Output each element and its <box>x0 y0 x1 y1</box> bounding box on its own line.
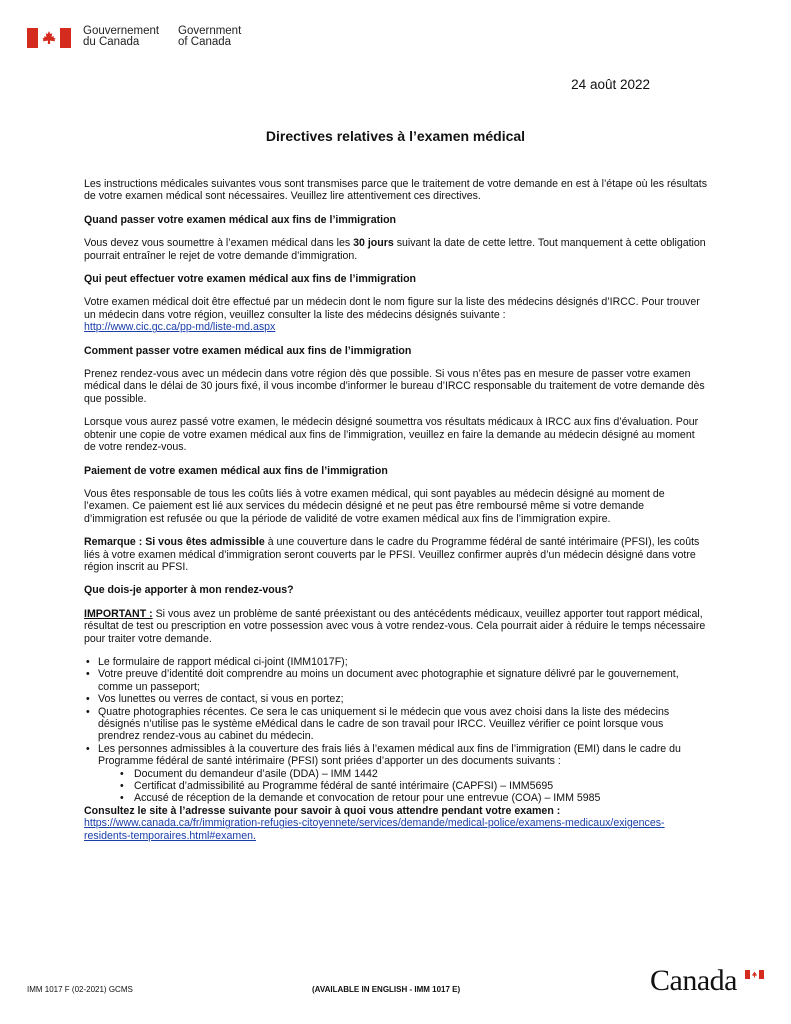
exam-info-link[interactable]: https://www.canada.ca/fr/immigration-refugies-citoyennete/services/demande/medical-police/examens-medicaux/exigences-residents-temporaires.html#examen. <box>84 817 665 842</box>
letter-date: 24 août 2022 <box>571 77 650 92</box>
payment-paragraph: Vous êtes responsable de tous les coûts liés à votre examen médical, qui sont payables au médecin désigné au moment de l’examen. Ce paiement est lié aux services du médecin désigné et ne peut pas être remboursé même si votre demande d’immigration est refusée ou que la période de validité de votre examen médical aux fins de l’immigration expire. <box>84 487 665 525</box>
section-heading-how: Comment passer votre examen médical aux fins de l’immigration <box>84 344 412 357</box>
list-item: • Accusé de réception de la demande et convocation de retour pour une entrevue (COA) – IMM 5985 <box>98 792 708 804</box>
bring-list <box>84 656 708 805</box>
section-heading-bring: Que dois-je apporter à mon rendez-vous? <box>84 584 294 597</box>
intro-paragraph: Les instructions médicales suivantes vous sont transmises parce que le traitement de votre demande en est à l’étape où les résultats de votre examen médical sont nécessaires. Veuillez lire attentivement ces directives. <box>84 178 708 203</box>
section-heading-who: Qui peut effectuer votre examen médical aux fins de l’immigration <box>84 273 417 286</box>
letter-body <box>84 178 708 842</box>
section-heading-when: Quand passer votre examen médical aux fins de l’immigration <box>84 213 397 226</box>
when-paragraph: Vous devez vous soumettre à l’examen médical dans les 30 jours suivant la date de cette lettre. Tout manquement à cette obligation pourrait entraîner le rejet de votre demande d’immigration. <box>84 237 706 262</box>
page-title: Directives relatives à l’examen médical <box>265 128 526 144</box>
list-item: • Quatre photographies récentes. Ce sera le cas uniquement si le médecin que vous avez choisi dans la liste des médecins désignés n’utilise pas le système eMédical dans le cadre de son travail pour IRCC. Veuillez vérifier ce point lorsque vous prendrez rendez-vous au cabinet du médecin. <box>84 706 708 743</box>
english-availability-note: (AVAILABLE IN ENGLISH - IMM 1017 E) <box>312 985 461 994</box>
consult-text: Consultez le site à l’adresse suivante pour savoir à quoi vous attendre pendant votre examen : <box>84 804 561 817</box>
list-item: • Les personnes admissibles à la couverture des frais liés à l’examen médical aux fins de l’immigration (EMI) dans le cadre du Programme fédéral de santé intérimaire (PFSI) sont priées d’apporter un des documents suivants : • Document du demandeur d’asile (DDA) – IMM 1442 • Certificat d’admissibilité au Programme fédéral de santé intérimaire (CAPFSI) – IMM5695 • Accusé de réception de la demande et convocation de retour pour une entrevue (COA) – IMM 5985 <box>84 743 708 805</box>
list-item: • Document du demandeur d’asile (DDA) – IMM 1442 <box>98 768 708 780</box>
remark-paragraph: Remarque : Si vous êtes admissible à une couverture dans le cadre du Programme fédéral de santé intérimaire (PFSI), les coûts liés à votre examen médical d’immigration seront couverts par le PFSI. Veuillez confirmer auprès d’un médecin désigné dans votre région inscrit au PFSI. <box>84 536 700 573</box>
physician-list-link[interactable]: http://www.cic.gc.ca/pp-md/liste-md.aspx <box>84 321 276 334</box>
who-paragraph: Votre examen médical doit être effectué par un médecin dont le nom figure sur la liste des médecins désignés d’IRCC. Pour trouver un médecin dans votre région, veuillez consulter la liste des médecins désignés suivante : http://www.cic.gc.ca/pp-md/liste-md.aspx <box>84 296 700 334</box>
government-name-french: Gouvernement du Canada <box>83 25 160 48</box>
form-code: IMM 1017 F (02-2021) GCMS <box>27 985 133 994</box>
how-paragraph-1: Prenez rendez-vous avec un médecin dans votre région dès que possible. Si vous n’êtes pas en mesure de passer votre examen médical dans le délai de 30 jours fixé, il vous incombe d’informer le bureau d’IRCC responsable du traitement de votre demande dès que possible. <box>84 368 705 405</box>
government-name-english: Government of Canada <box>178 25 242 48</box>
deadline-days: 30 jours <box>353 237 394 250</box>
wordmark-flag-icon <box>745 970 764 979</box>
document-sublist <box>98 768 708 805</box>
list-item: • Votre preuve d’identité doit comprendre au moins un document avec photographie et signature délivré par le gouvernement, comme un passeport; <box>84 668 708 693</box>
canada-flag-icon <box>27 28 71 48</box>
section-heading-payment: Paiement de votre examen médical aux fins de l’immigration <box>84 464 388 477</box>
consult-link-line <box>84 817 708 842</box>
government-signature <box>27 26 241 48</box>
list-item: • Vos lunettes ou verres de contact, si vous en portez; <box>84 693 708 705</box>
list-item: • Le formulaire de rapport médical ci-joint (IMM1017F); <box>84 656 708 668</box>
important-paragraph: IMPORTANT : Si vous avez un problème de santé préexistant ou des antécédents médicaux, veuillez apporter tout rapport médical, résultat de test ou prescription en votre possession avec vous à votre rendez-vous. Cela pourrait aider à réduire le temps nécessaire pour traiter votre demande. <box>84 607 706 645</box>
canada-wordmark: Canada <box>650 964 737 997</box>
how-paragraph-2: Lorsque vous aurez passé votre examen, le médecin désigné soumettra vos résultats médicaux à IRCC aux fins d’évaluation. Pour obtenir une copie de votre examen médical aux fins de l’immigration, veuillez en faire la demande au médecin désigné au moment de votre rendez-vous. <box>84 416 699 454</box>
list-item: • Certificat d’admissibilité au Programme fédéral de santé intérimaire (CAPFSI) – IMM5695 <box>98 780 708 792</box>
